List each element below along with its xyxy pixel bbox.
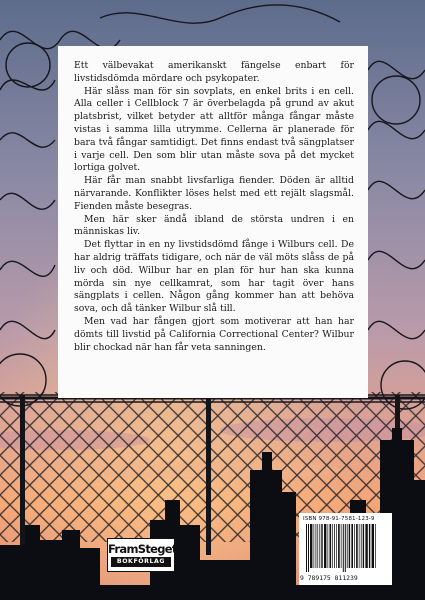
barcode-bar — [336, 524, 337, 568]
isbn-digits: 9 789175 811239 — [300, 574, 358, 582]
barcode-bar — [314, 524, 315, 568]
barcode-bar — [319, 524, 320, 568]
barcode-bar — [369, 524, 370, 568]
barcode-bar — [324, 524, 326, 568]
blurb-paragraph: Men vad har fången gjort som motiverar att han har dömts till livstid på California Correctional Center? Wilbur blir chockad när han får veta sanningen. — [74, 315, 354, 353]
blurb-paragraph: Ett välbevakat amerikanskt fängelse enbart för livstidsdömda mördare och psykopater. — [74, 60, 354, 84]
barcode-bar — [363, 524, 364, 568]
barcode-bar — [354, 524, 355, 568]
publisher-logo-icon — [107, 538, 175, 572]
barcode-bar — [365, 524, 367, 568]
barcode-bar — [338, 524, 340, 568]
barcode-bar — [343, 524, 344, 572]
barcode-bar — [349, 524, 350, 568]
blurb-paragraph: Här slåss man för sin sovplats, en enkel brits i en cell. Alla celler i Cellblock 7 är överbelagda på grund av akut platsbrist, vilket betyder att alltför många fångar måste vistas i samma lilla utrymme. Cellerna är planerade för bara två fångar samtidigt. Det finns endast två sängplatser i varje cell. Den som blir utan måste sova på det mycket lortiga golvet. — [74, 85, 354, 174]
barcode-bar — [330, 524, 332, 568]
barcode-bar — [361, 524, 362, 568]
blurb-paragraph: Men här sker ändå ibland de största undren i en människas liv. — [74, 213, 354, 238]
barcode-bar — [345, 524, 346, 572]
blurb — [74, 60, 354, 354]
publisher-subtitle: BOKFÖRLAG — [111, 557, 171, 567]
barcode-bar — [375, 524, 376, 568]
barcode-bar — [310, 524, 312, 568]
publisher-name: FramSteget — [108, 542, 177, 556]
barcode-bar — [317, 524, 318, 568]
barcode-bar — [359, 524, 360, 568]
barcode-bar — [351, 524, 353, 568]
back-cover-text-panel — [58, 46, 368, 398]
barcode-bar — [332, 524, 333, 568]
barcode-bar — [334, 524, 335, 568]
barcode-bar — [306, 524, 307, 572]
barcode-bar — [372, 524, 374, 568]
barcode-bar — [347, 524, 348, 568]
barcode-bar — [321, 524, 322, 568]
isbn-label: ISBN 978-91-7581-123-9 — [303, 516, 375, 522]
barcode-icon — [304, 524, 388, 572]
barcode-bar — [328, 524, 329, 568]
barcode-bar — [341, 524, 342, 568]
blurb-paragraph: Här får man snabbt livsfarliga fiender. Döden är alltid närvarande. Konflikter löses helst med ett rejält slagsmål. Fienden måste besegras. — [74, 175, 354, 212]
blurb-paragraph: Det flyttar in en ny livstidsdömd fånge i Wilburs cell. De har aldrig träffats tidigare, och när de väl möts slåss de på liv och död. Wilbur har en plan för hur han ska kunna mörda sin nye cellkamrat, som har tagit över hans sängplats i cellen. Någon gång kommer han att behöva sova, och då tänker Wilbur slå till. — [74, 239, 354, 315]
barcode-bar — [356, 524, 358, 568]
barcode-bar — [308, 524, 309, 572]
barcode-bar — [316, 524, 317, 568]
